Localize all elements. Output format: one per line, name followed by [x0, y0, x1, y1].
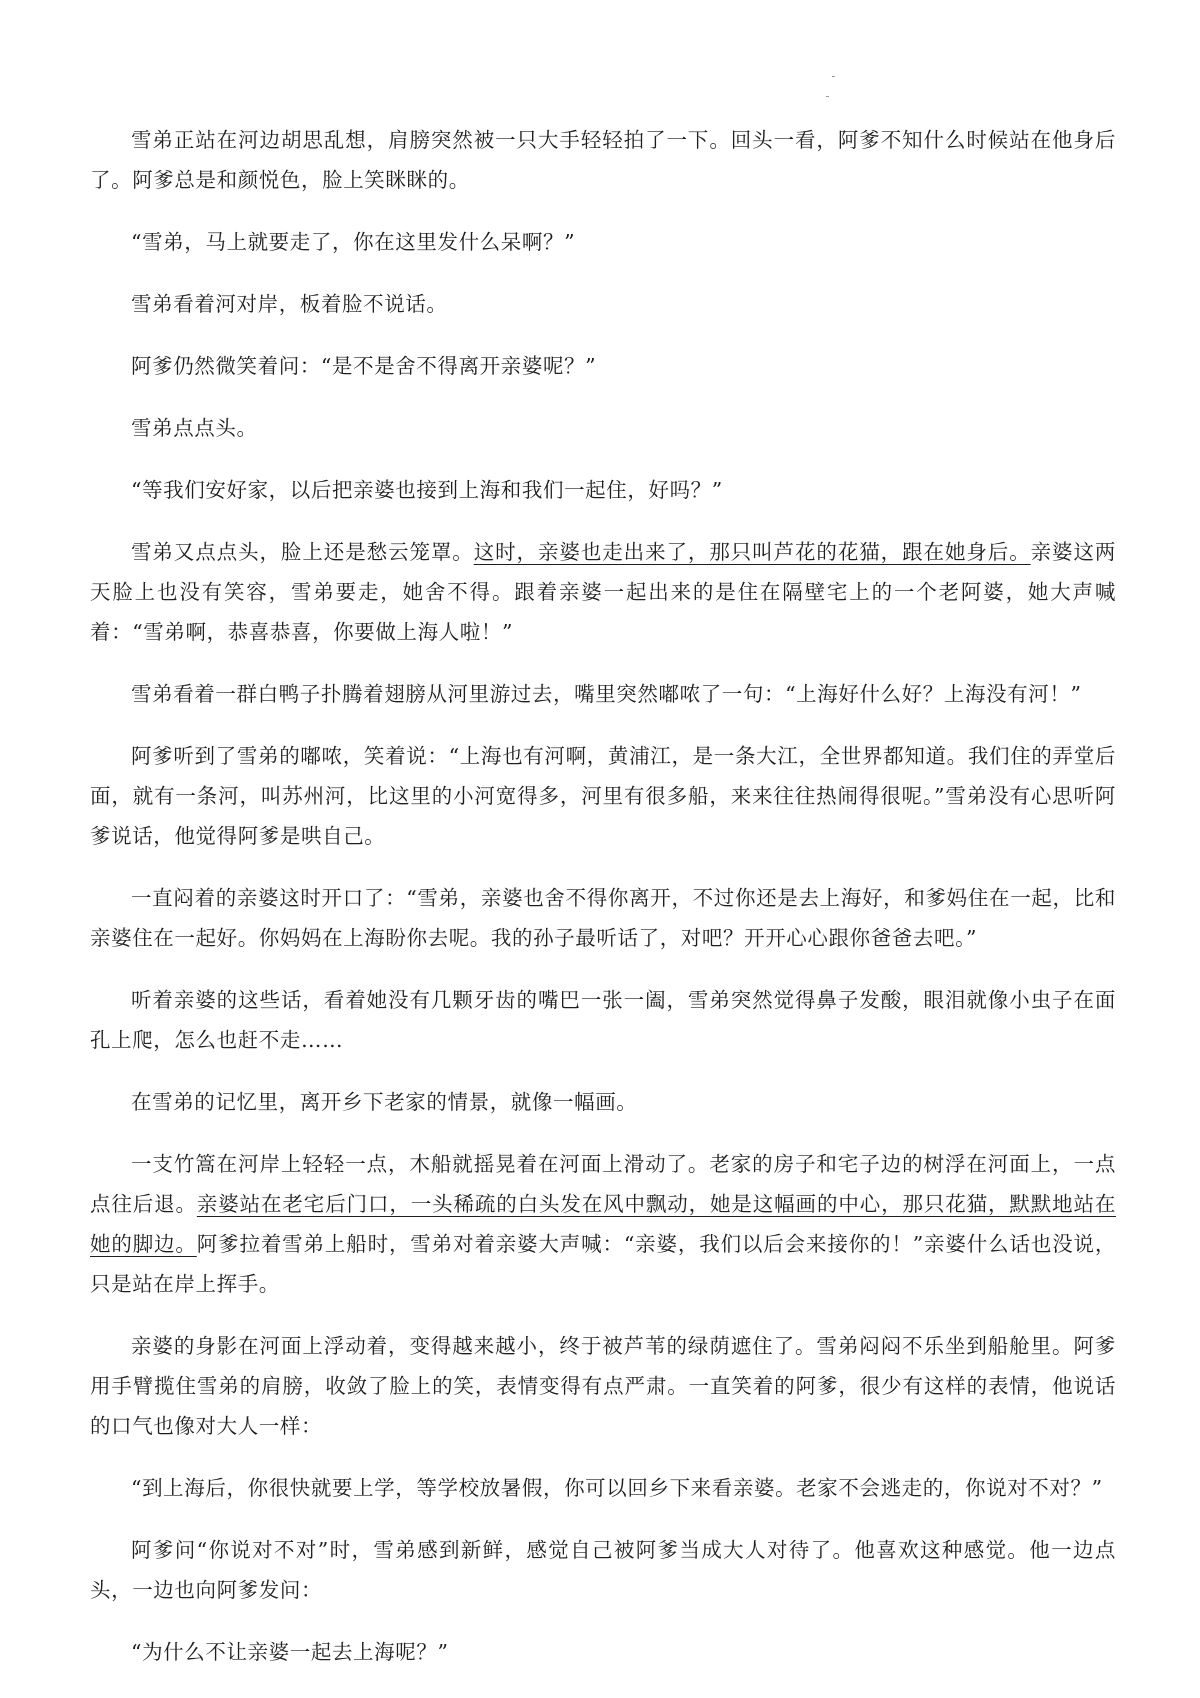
paragraph	[90, 1082, 1116, 1122]
text-segment: 一支竹篙在河岸上轻轻一点，木船就摇晃着在河面上滑动了。老家的房子和宅子边的树浮在河面上，一点点往后退。	[90, 1152, 1116, 1216]
paragraph	[90, 736, 1116, 856]
document-body	[90, 120, 1116, 1694]
text-segment: 阿爹仍然微笑着问：“是不是舍不得离开亲婆呢？”	[131, 354, 597, 378]
paragraph	[90, 284, 1116, 324]
underlined-text: 这时，亲婆也走出来了，那只叫芦花的花猫，跟在她身后。	[473, 540, 1031, 564]
text-segment: “等我们安好家，以后把亲婆也接到上海和我们一起住，好吗？”	[131, 478, 723, 502]
text-segment: 阿爹拉着雪弟上船时，雪弟对着亲婆大声喊：“亲婆，我们以后会来接你的！”亲婆什么话也没说，只是站在岸上挥手。	[90, 1232, 1116, 1296]
scan-mark	[826, 96, 829, 97]
text-segment: 雪弟看着河对岸，板着脸不说话。	[131, 292, 448, 316]
text-segment: “为什么不让亲婆一起去上海呢？”	[131, 1640, 449, 1664]
text-segment: 雪弟点点头。	[131, 416, 258, 440]
paragraph	[90, 1632, 1116, 1672]
text-segment: 阿爹听到了雪弟的嘟哝，笑着说：“上海也有河啊，黄浦江，是一条大江，全世界都知道。我们住的弄堂后面，就有一条河，叫苏州河，比这里的小河宽得多，河里有很多船，来来往往热闹得很呢。”雪弟没有心思听阿爹说话，他觉得阿爹是哄自己。	[90, 744, 1116, 848]
text-segment: 听着亲婆的这些话，看着她没有几颗牙齿的嘴巴一张一阖，雪弟突然觉得鼻子发酸，眼泪就像小虫子在面孔上爬，怎么也赶不走……	[90, 988, 1116, 1052]
paragraph	[90, 346, 1116, 386]
paragraph	[90, 222, 1116, 262]
paragraph	[90, 980, 1116, 1060]
text-segment: 雪弟又点点头，脸上还是愁云笼罩。	[131, 540, 474, 564]
scan-mark	[832, 76, 835, 77]
paragraph	[90, 1326, 1116, 1446]
text-segment: 雪弟正站在河边胡思乱想，肩膀突然被一只大手轻轻拍了一下。回头一看，阿爹不知什么时候站在他身后了。阿爹总是和颜悦色，脸上笑眯眯的。	[90, 128, 1116, 192]
text-segment: 雪弟看着一群白鸭子扑腾着翅膀从河里游过去，嘴里突然嘟哝了一句：“上海好什么好？上海没有河！”	[131, 682, 1082, 706]
paragraph	[90, 120, 1116, 200]
text-segment: “到上海后，你很快就要上学，等学校放暑假，你可以回乡下来看亲婆。老家不会逃走的，你说对不对？”	[131, 1476, 1103, 1500]
paragraph	[90, 408, 1116, 448]
text-segment: 在雪弟的记忆里，离开乡下老家的情景，就像一幅画。	[131, 1090, 638, 1114]
text-segment: 阿爹问“你说对不对”时，雪弟感到新鲜，感觉自己被阿爹当成大人对待了。他喜欢这种感觉。他一边点头，一边也向阿爹发问：	[90, 1538, 1116, 1602]
paragraph	[90, 878, 1116, 958]
paragraph	[90, 674, 1116, 714]
text-segment: “雪弟，马上就要走了，你在这里发什么呆啊？”	[131, 230, 576, 254]
text-segment: 亲婆这两天脸上也没有笑容，雪弟要走，她舍不得。跟着亲婆一起出来的是住在隔壁宅上的一个老阿婆，她大声喊着：“雪弟啊，恭喜恭喜，你要做上海人啦！”	[90, 540, 1116, 644]
paragraph	[90, 532, 1116, 652]
paragraph	[90, 1530, 1116, 1610]
text-segment: 一直闷着的亲婆这时开口了：“雪弟，亲婆也舍不得你离开，不过你还是去上海好，和爹妈住在一起，比和亲婆住在一起好。你妈妈在上海盼你去呢。我的孙子最听话了，对吧？开开心心跟你爸爸去吧。”	[90, 886, 1116, 950]
paragraph	[90, 470, 1116, 510]
paragraph	[90, 1144, 1116, 1304]
underlined-text: 亲婆站在老宅后门口，一头稀疏的白头发在风中飘动，她是这幅画的中心，那只花猫，默默地站在她的脚边。	[90, 1192, 1116, 1256]
paragraph	[90, 1468, 1116, 1508]
text-segment: 亲婆的身影在河面上浮动着，变得越来越小，终于被芦苇的绿荫遮住了。雪弟闷闷不乐坐到船舱里。阿爹用手臂揽住雪弟的肩膀，收敛了脸上的笑，表情变得有点严肃。一直笑着的阿爹，很少有这样的表情，他说话的口气也像对大人一样：	[90, 1334, 1116, 1438]
